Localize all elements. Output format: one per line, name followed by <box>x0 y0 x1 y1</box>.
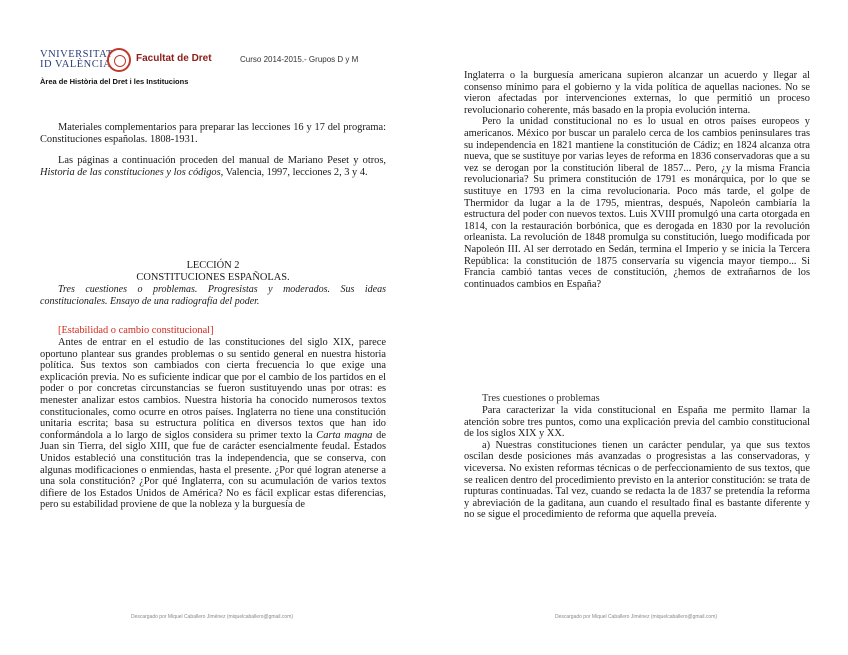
intro <box>40 122 386 188</box>
right-page <box>424 0 848 655</box>
university-logo-text <box>40 50 113 70</box>
lesson-subtitle: Tres cuestiones o problemas. Progresistas y moderados. Sus ideas constitucionales. Ensayo de una radiografía del poder. <box>40 284 386 307</box>
book-title: Historia de las constituciones y los códigos <box>40 166 221 178</box>
section-title: [Estabilidad o cambio constitucional] <box>58 325 214 336</box>
right-paragraph-4: a) Nuestras constituciones tienen un carácter pendular, ya que sus textos oscilan desde posiciones más avanzadas o progresistas a las conservadoras, y viceversa. No existen reformas técnicas o de perfeccionamiento de sus textos, que se realicen dentro del procedimiento previsto en la anterior constitución: se trata de rupturas continuadas. Tal vez, cuando se redacta la de 1837 se pretendía la reforma y abreviación de la gaditana, aun cuando el resultado final es bastante diferente y no se sigue el procedimiento de reforma que aquella preveía. <box>464 439 810 521</box>
right-paragraph-1: Inglaterra o la burguesía americana supieron alcanzar un acuerdo y llegar al consenso mínimo para el gobierno y la vida política de aquellas naciones. No se vieron afectadas por intervenciones externas, lo que permitió un proceso revolucionario coherente, más basado en la propia evolución interna. <box>464 70 810 116</box>
lesson-number: LECCIÓN 2 <box>186 260 240 271</box>
right-paragraph-2: Pero la unidad constitucional no es lo usual en otros países europeos y americanos. México por buscar un paralelo cerca de los cambios peninsulares tras su independencia en 1821 mantiene la constitución de Cádiz; en 1824 alcanza otra nueva, que se sustituye por varias leyes de reforma en 1836 conservadoras que a su vez se derogan por la constitución liberal de 1857... Pero, ¿y la misma Francia revolucionaria? Su primera constitución de 1791 es monárquica, por lo que se sustituye en 1793 en la cima revolucionaria. Poco más tarde, el golpe de Thermidor da lugar a la de 1795, mientras, después, Napoleón cambiaría la estructura del poder con nuevos textos. Luis XVIII promulgó una carta otorgada en 1814, con la restauración borbónica, que es derogada en 1830 por la revolución orleanista. La revolución de 1848 promulga su constitución, luego modificada por Napoleón III. Al ser derrotado en Sedán, termina el Imperio y se inicia la Tercera República: la constitución de 1875 conservaría su vigencia mayor tiempo... Si Francia cambió tantas veces de constitución, ¿hemos de extrañarnos de los continuados cambios en España? <box>464 116 810 290</box>
university-line-1: VNIVERSITAT <box>40 49 113 60</box>
course-label: Curso 2014-2015.- Grupos D y M <box>240 55 359 64</box>
area-label: Àrea de Història del Dret i les Institucions <box>40 77 189 86</box>
body-paragraph <box>40 337 386 511</box>
body-text-part-1: Antes de entrar en el estudio de las constituciones del siglo XIX, parece oportuno plantear sus grandes problemas o su sentido general en nuestra historia política. Sus textos son cambiados con cierta frecuencia lo que exige una explicación previa. No es suficiente indicar que por el cambio de los partidos en el poder o por concretas circunstancias se fueron sustituyendo unas por otras: es menester analizar estos cambios. Nuestra historia ha conocido numerosos textos constitucionales, como ocurre en otros países. Inglaterra no tiene una constitución unitaria escrita; basa su estructura política en diversos textos que han ido conformándola a lo largo de siglos considera su primer texto la <box>40 337 386 441</box>
right-top-text <box>464 70 810 290</box>
lesson-title: CONSTITUCIONES ESPAÑOLAS. <box>136 271 290 283</box>
lesson-heading <box>40 260 386 283</box>
university-line-2: ID VALÈNCIA <box>40 59 112 70</box>
faculty-name: Facultat de Dret <box>136 53 212 64</box>
left-body-text <box>40 337 386 511</box>
body-text-part-2: de Juan sin Tierra, del siglo XIII, que fue de carácter esencialmente feudal. Estados Unidos estableció una constitución tras la independencia, que se conserva, con algunas modificaciones o enmiendas, hasta el presente. ¿Por qué logran atenerse a una sola constitución? ¿Por qué Inglaterra, con su acumulación de varios textos difiere de los Estados Unidos de América? No es fácil explicar estas diferencias, pero su estabilidad proviene de que la nobleza y la burguesía de <box>40 429 386 511</box>
university-seal-icon <box>107 48 131 72</box>
subheading: Tres cuestiones o problemas <box>482 393 600 404</box>
intro-p2-start: Las páginas a continuación proceden del manual de Mariano Peset y otros, <box>58 155 386 167</box>
footer-right: Descargado por Miquel Caballero Jiménez (miquelcaballero@gmail.com) <box>554 614 718 620</box>
carta-magna: Carta magna <box>316 429 373 441</box>
header <box>40 50 420 90</box>
right-bottom-text <box>464 405 810 521</box>
right-paragraph-3: Para caracterizar la vida constitucional en España me permito llamar la atención sobre tres puntos, como una explicación previa del cambio constitucional de los siglos XIX y XX. <box>464 405 810 440</box>
intro-paragraph-2 <box>40 155 386 178</box>
footer-left: Descargado por Miquel Caballero Jiménez (miquelcaballero@gmail.com) <box>130 614 294 620</box>
intro-p2-end: , Valencia, 1997, lecciones 2, 3 y 4. <box>220 166 368 178</box>
intro-paragraph-1: Materiales complementarios para preparar las lecciones 16 y 17 del programa: Constituciones españolas. 1808-1931. <box>40 122 386 145</box>
